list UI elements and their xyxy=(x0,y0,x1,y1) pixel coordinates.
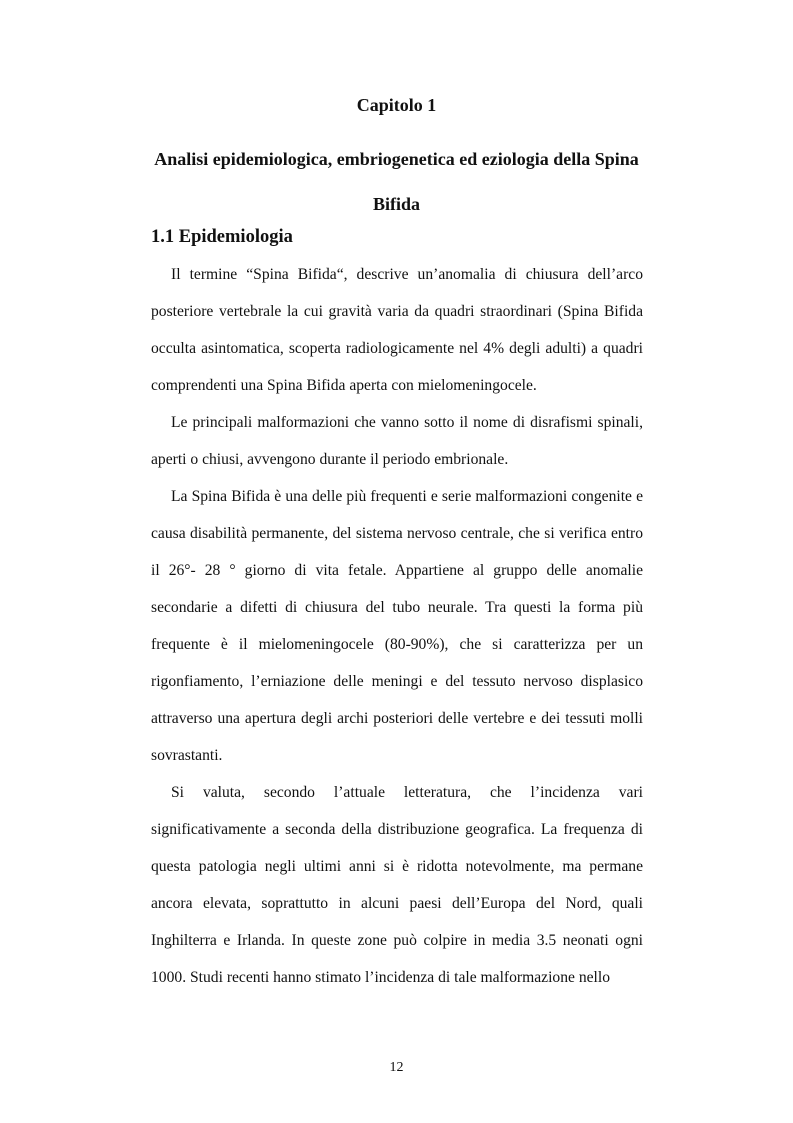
paragraph: Le principali malformazioni che vanno sotto il nome di disrafismi spinali, aperti o chiusi, avvengono durante il periodo embrionale. xyxy=(151,414,643,468)
paragraph: Si valuta, secondo l’attuale letteratura, che l’incidenza vari significativamente a seconda della distribuzione geografica. La frequenza di questa patologia negli ultimi anni si è ridotta notevolmente, ma permane ancora elevata, soprattutto in alcuni paesi dell’Europa del Nord, quali Inghilterra e Irlanda. In queste zone può colpire in media 3.5 neonati ogni 1000. Studi recenti hanno stimato l’incidenza di tale malformazione nello xyxy=(151,784,643,986)
page-number: 12 xyxy=(389,1060,404,1075)
chapter-title: Analisi epidemiologica, embriogenetica ed eziologia della Spina Bifida xyxy=(154,149,639,214)
body-text xyxy=(151,256,643,996)
section-heading: 1.1 Epidemiologia xyxy=(151,227,293,247)
paragraph: Il termine “Spina Bifida“, descrive un’anomalia di chiusura dell’arco posteriore vertebrale la cui gravità varia da quadri straordinari (Spina Bifida occulta asintomatica, scoperta radiologicamente nel 4% degli adulti) a quadri comprendenti una Spina Bifida aperta con mielomeningocele. xyxy=(151,266,643,394)
chapter-label: Capitolo 1 xyxy=(356,95,437,115)
paragraph: La Spina Bifida è una delle più frequenti e serie malformazioni congenite e causa disabilità permanente, del sistema nervoso centrale, che si verifica entro il 26°- 28 ° giorno di vita fetale. Appartiene al gruppo delle anomalie secondarie a difetti di chiusura del tubo neurale. Tra questi la forma più frequente è il mielomeningocele (80-90%), che si caratterizza per un rigonfiamento, l’erniazione delle meningi e del tessuto nervoso displasico attraverso una apertura degli archi posteriori delle vertebre e dei tessuti molli sovrastanti. xyxy=(151,488,643,764)
